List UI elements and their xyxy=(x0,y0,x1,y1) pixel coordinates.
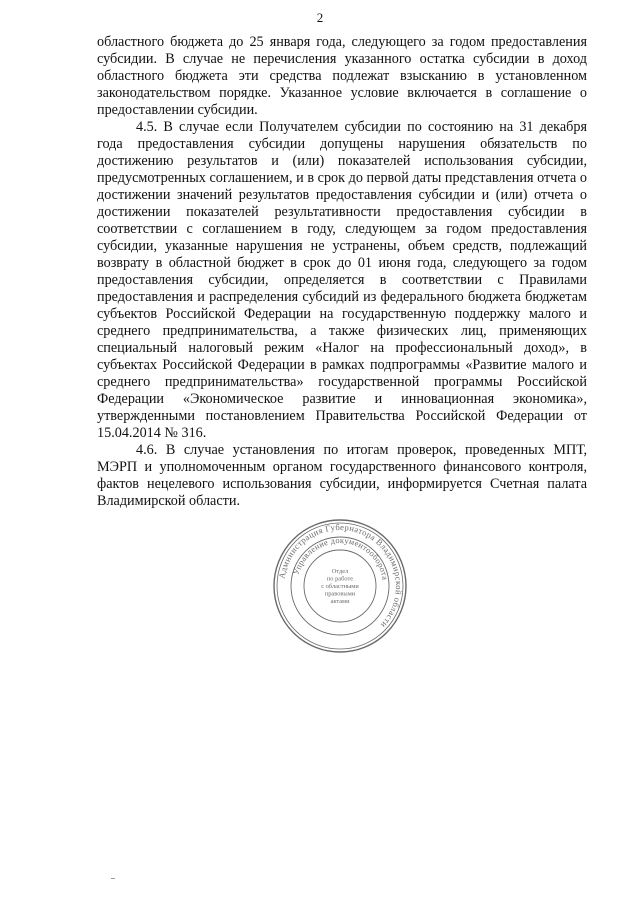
svg-text:Отделпо работес областнымиправ: Отдел по работе с областными правовыми актами xyxy=(321,567,359,606)
paragraph-continuation: областного бюджета до 25 января года, следующего за годом предоставления субсидии. В случае не перечисления указанного остатка субсидии в доход областного бюджета эти средства подлежат взысканию в установленном законодательством порядке. Указанное условие включается в соглашение о предоставлении субсидии. xyxy=(97,34,587,118)
page-number: 2 xyxy=(316,10,324,25)
official-stamp xyxy=(272,518,408,654)
document-body xyxy=(97,34,587,510)
svg-text:Управление документооборота: Управление документооборота xyxy=(291,535,390,581)
paragraph-4-5: 4.5. В случае если Получателем субсидии по состоянию на 31 декабря года предоставления субсидии допущены нарушения обязательств по достижению результатов и (или) показателей использования субсидии, предусмотренных соглашением, и в срок до первой даты представления отчета о достижении значений результатов предоставления субсидии и (или) отчета о достижении показателей результативности предоставления субсидии в соответствии с соглашением в году, следующем за годом предоставления субсидии, указанные нарушения не устранены, объем средств, подлежащий возврату в областной бюджет в срок до 01 июня года, следующего за годом предоставления субсидии, определяется в соответствии с Правилами предоставления и распределения субсидий из федерального бюджета бюджетам субъектов Российской Федерации на государственную поддержку малого и среднего предпринимательства, а также физических лиц, применяющих специальный налоговый режим «Налог на профессиональный доход», в субъектах Российской Федерации в рамках подпрограммы «Развитие малого и среднего предпринимательства» государственной программы Российской Федерации «Экономическое развитие и инновационная экономика», утвержденными постановлением Правительства Российской Федерации от 15.04.2014 № 316. xyxy=(97,119,587,441)
scan-margin-mark xyxy=(111,878,115,879)
svg-text:Администрация Губернатора Влад: Администрация Губернатора Владимирской области xyxy=(276,521,405,631)
paragraph-4-6: 4.6. В случае установления по итогам проверок, проведенных МПТ, МЭРП и уполномоченным органом государственного финансового контроля, фактов нецелевого использования субсидии, информируется Счетная палата Владимирской области. xyxy=(97,442,587,509)
stamp-seal-graphic xyxy=(272,518,408,654)
